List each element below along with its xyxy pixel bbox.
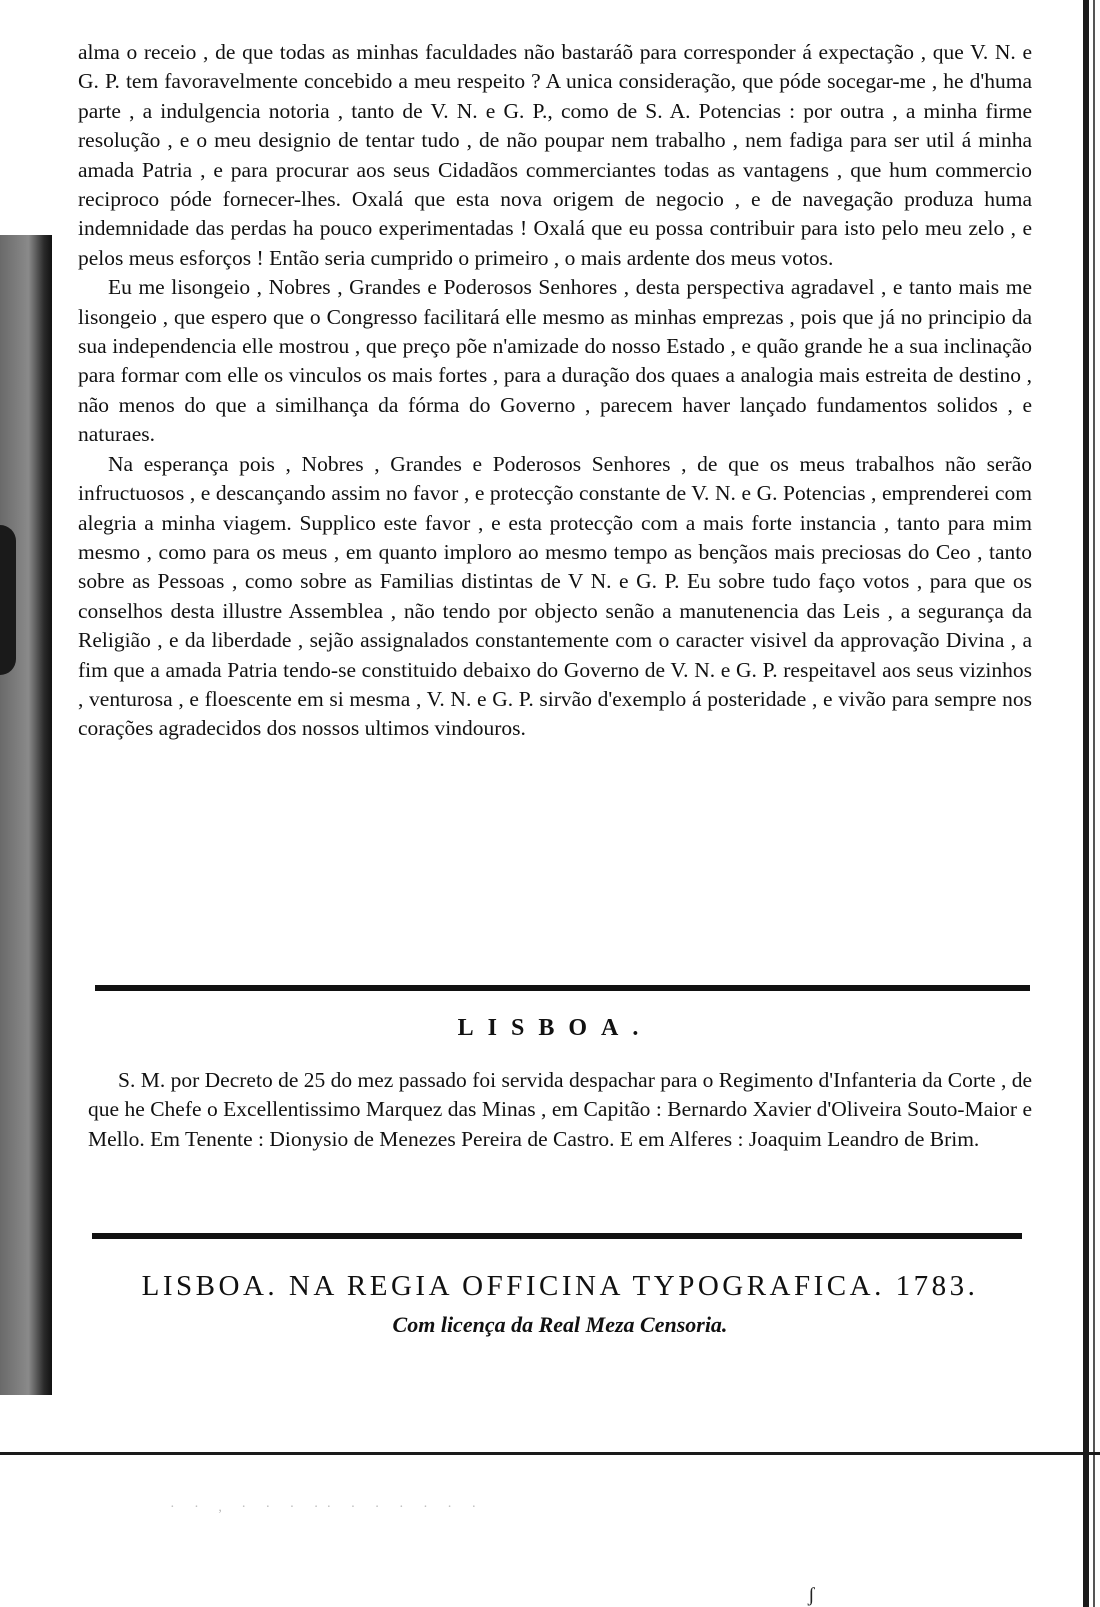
news-block [88, 1066, 1032, 1154]
body-paragraph-1: alma o receio , de que todas as minhas faculdades não bastaráõ para corresponder á expectação , que V. N. e G. P. tem favoravelmente concebido a meu respeito ? A unica consideração, que póde socegar-me , he d'huma parte , a indulgencia notoria , tanto de V. N. e G. P., como de S. A. Potencias : por outra , a minha firme resolução , e o meu designio de tentar tudo , de não poupar nem trabalho , nem fadiga para ser util á minha amada Patria , e para procurar aos seus Cidadãos commerciantes todas as vantagens , que hum commercio reciproco póde fornecer-lhes. Oxalá que esta nova origem de negocio , e de navegação produza huma indemnidade das perdas ha pouco experimentadas ! Oxalá que eu possa contribuir para isto pelo meu zelo , e pelos meus esforços ! Então seria cumprido o primeiro , o mais ardente dos meus votos. [78, 40, 1032, 270]
section-divider-rule [95, 985, 1030, 991]
scan-edge-notch [0, 525, 16, 675]
corner-mark: ʃ [808, 1584, 815, 1606]
main-text-block [78, 38, 1032, 744]
page-right-border [1083, 0, 1089, 1607]
scan-edge-shadow [0, 235, 52, 1395]
page-bottom-edge [0, 1452, 1100, 1455]
imprint-line: LISBOA. NA REGIA OFFICINA TYPOGRAFICA. 1783. [141, 1270, 979, 1302]
body-paragraph-3: Na esperança pois , Nobres , Grandes e Poderosos Senhores , de que os meus trabalhos não serão infructuosos , e descançando assim no favor , e protecção constante de V. N. e G. Potencias , emprenderei com alegria a minha viagem. Supplico este favor , e esta protecção com a mais forte instancia , tanto para mim mesmo , como para os meus , em quanto imploro ao mesmo tempo as bençãos mais preciosas do Ceo , tanto sobre as Pessoas , como sobre as Familias distintas de V N. e G. P. Eu sobre tudo faço votos , para que os conselhos desta illustre Assemblea , não tendo por objecto senão a manutenencia das Leis , a segurança da Religião , e da liberdade , sejão assignalados constantemente com o caracter visivel da approvação Divina , a fim que a amada Patria tendo-se constituido debaixo do Governo de V. N. e G. P. respeitavel aos seus vizinhos , venturosa , e floescente em si mesma , V. N. e G. P. sirvão d'exemplo á posteridade , e vivão para sempre nos corações agradecidos dos nossos ultimos vindouros. [78, 451, 1032, 741]
page-right-border-inner [1093, 0, 1095, 1607]
news-paragraph: S. M. por Decreto de 25 do mez passado foi servida despachar para o Regimento d'Infanteria da Corte , de que he Chefe o Excellentissimo Marquez das Minas , em Capitão : Bernardo Xavier d'Oliveira Souto-Maior e Mello. Em Tenente : Dionysio de Menezes Pereira de Castro. E em Alferes : Joaquim Leandro de Brim. [88, 1068, 1032, 1151]
show-through-bleed: · · , · · · ·· · · · · · · [170, 1500, 485, 1515]
imprint-divider-rule [92, 1233, 1022, 1239]
section-heading: LISBOA. [457, 1015, 653, 1041]
body-paragraph-2: Eu me lisongeio , Nobres , Grandes e Poderosos Senhores , desta perspectiva agradavel , e tanto mais me lisongeio , que espero que o Congresso facilitará elle mesmo as minhas emprezas , pois que já no principio da sua independencia elle mostrou , que preço põe n'amizade do nosso Estado , e quão grande he a sua inclinação para formar com elle os vinculos os mais fortes , para a duração dos quaes a analogia mais estreita de destino , não menos do que a similhança da fórma do Governo , parecem haver lançado fundamentos solidos , e naturaes. [78, 275, 1032, 447]
license-line: Com licença da Real Meza Censoria. [392, 1312, 728, 1337]
